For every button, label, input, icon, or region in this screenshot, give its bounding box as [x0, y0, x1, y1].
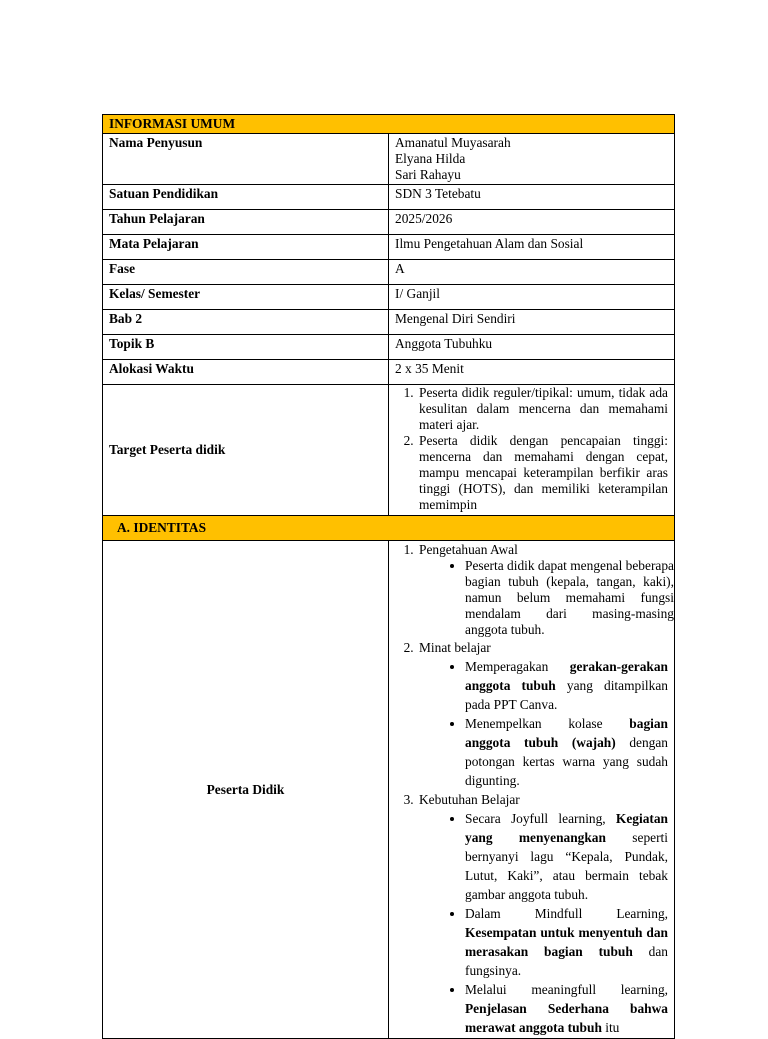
identity-section: [417, 790, 668, 1037]
bullet-item: [465, 904, 668, 980]
bullet-item: [465, 809, 668, 904]
info-value: 2 x 35 Menit: [389, 360, 675, 385]
general-info-header: INFORMASI UMUM: [103, 115, 675, 134]
info-label: Fase: [103, 260, 389, 285]
target-value: [389, 385, 675, 516]
bullet-item: [465, 980, 668, 1037]
section-title: Minat belajar: [419, 640, 491, 655]
info-row: [103, 235, 675, 260]
bullet-text: Melalui meaningfull learning,: [465, 982, 668, 997]
bold-text: Penjelasan Sederhana bahwa merawat anggota tubuh: [465, 1001, 668, 1035]
info-row: [103, 360, 675, 385]
identity-section: [417, 638, 668, 790]
identity-row: [103, 541, 675, 1039]
bullet-item: [465, 657, 668, 714]
section-bullets: [419, 809, 668, 1037]
info-value-line: Elyana Hilda: [395, 151, 466, 166]
general-info-header-row: [103, 115, 675, 134]
info-value: SDN 3 Tetebatu: [389, 185, 675, 210]
target-label: Target Peserta didik: [103, 385, 389, 516]
lesson-plan-table: [102, 114, 675, 1039]
bullet-item: [465, 558, 674, 638]
info-label: Tahun Pelajaran: [103, 210, 389, 235]
section-bullets: [419, 657, 668, 790]
bullet-text: dan fungsinya.: [465, 944, 668, 978]
info-value: [389, 134, 675, 185]
bold-text: Kesempatan untuk menyentuh dan merasakan bagian tubuh: [465, 925, 668, 959]
info-label: Topik B: [103, 335, 389, 360]
identity-header-row: [103, 516, 675, 541]
identity-section: [417, 542, 674, 638]
info-row: [103, 310, 675, 335]
bullet-text: Memperagakan: [465, 659, 570, 674]
info-row: [103, 285, 675, 310]
target-list: [395, 385, 668, 513]
info-value-line: Sari Rahayu: [395, 167, 461, 182]
info-row: [103, 134, 675, 185]
target-item: 1. Peserta didik reguler/tipikal: umum, tidak ada kesulitan dalam mencerna dan memahami materi ajar.: [417, 385, 668, 433]
section-title: Kebutuhan Belajar: [419, 792, 520, 807]
bullet-text: seperti bernyanyi lagu “Kepala, Pundak, Lutut, Kaki”, atau bermain tebak gambar anggota tubuh.: [465, 830, 668, 902]
info-row: [103, 210, 675, 235]
bold-text: gerakan-gerakan anggota tubuh: [465, 659, 668, 693]
bullet-text: Peserta didik dapat mengenal beberapa bagian tubuh (kepala, tangan, kaki), namun belum memahami fungsi mendalam dari masing-masing anggota tubuh.: [465, 558, 674, 637]
info-value-line: Amanatul Muyasarah: [395, 135, 511, 150]
bullet-item: [465, 714, 668, 790]
bullet-text: dengan potongan kertas warna yang sudah digunting.: [465, 735, 668, 788]
info-value: Ilmu Pengetahuan Alam dan Sosial: [389, 235, 675, 260]
identity-header: A. IDENTITAS: [103, 516, 675, 541]
info-label: Bab 2: [103, 310, 389, 335]
info-row: [103, 185, 675, 210]
info-value: 2025/2026: [389, 210, 675, 235]
identity-list: [395, 542, 674, 1037]
bullet-text: yang ditampilkan pada PPT Canva.: [465, 678, 668, 712]
info-label: Mata Pelajaran: [103, 235, 389, 260]
info-label: Alokasi Waktu: [103, 360, 389, 385]
info-label: Kelas/ Semester: [103, 285, 389, 310]
info-value: A: [389, 260, 675, 285]
bold-text: bagian anggota tubuh (wajah): [465, 716, 668, 750]
section-title: Pengetahuan Awal: [419, 542, 518, 557]
bullet-text: itu: [601, 1020, 620, 1035]
info-row: [103, 260, 675, 285]
info-label: Satuan Pendidikan: [103, 185, 389, 210]
section-bullets: [419, 558, 674, 638]
info-row: [103, 335, 675, 360]
bold-text: Kegiatan yang menyenangkan: [465, 811, 668, 845]
info-value: Anggota Tubuhku: [389, 335, 675, 360]
target-row: [103, 385, 675, 516]
identity-value: [389, 541, 675, 1039]
bullet-text: Menempelkan kolase: [465, 716, 630, 731]
identity-label: Peserta Didik: [103, 541, 389, 1039]
bullet-text: Dalam Mindfull Learning,: [465, 906, 668, 921]
bullet-text: Secara Joyfull learning,: [465, 811, 616, 826]
target-item: 2. Peserta didik dengan pencapaian tinggi: mencerna dan memahami dengan cepat, mampu mencapai keterampilan berfikir aras tinggi (HOTS), dan memiliki keterampilan memimpin: [417, 433, 668, 513]
info-label: Nama Penyusun: [103, 134, 389, 185]
info-value: Mengenal Diri Sendiri: [389, 310, 675, 335]
info-value: I/ Ganjil: [389, 285, 675, 310]
